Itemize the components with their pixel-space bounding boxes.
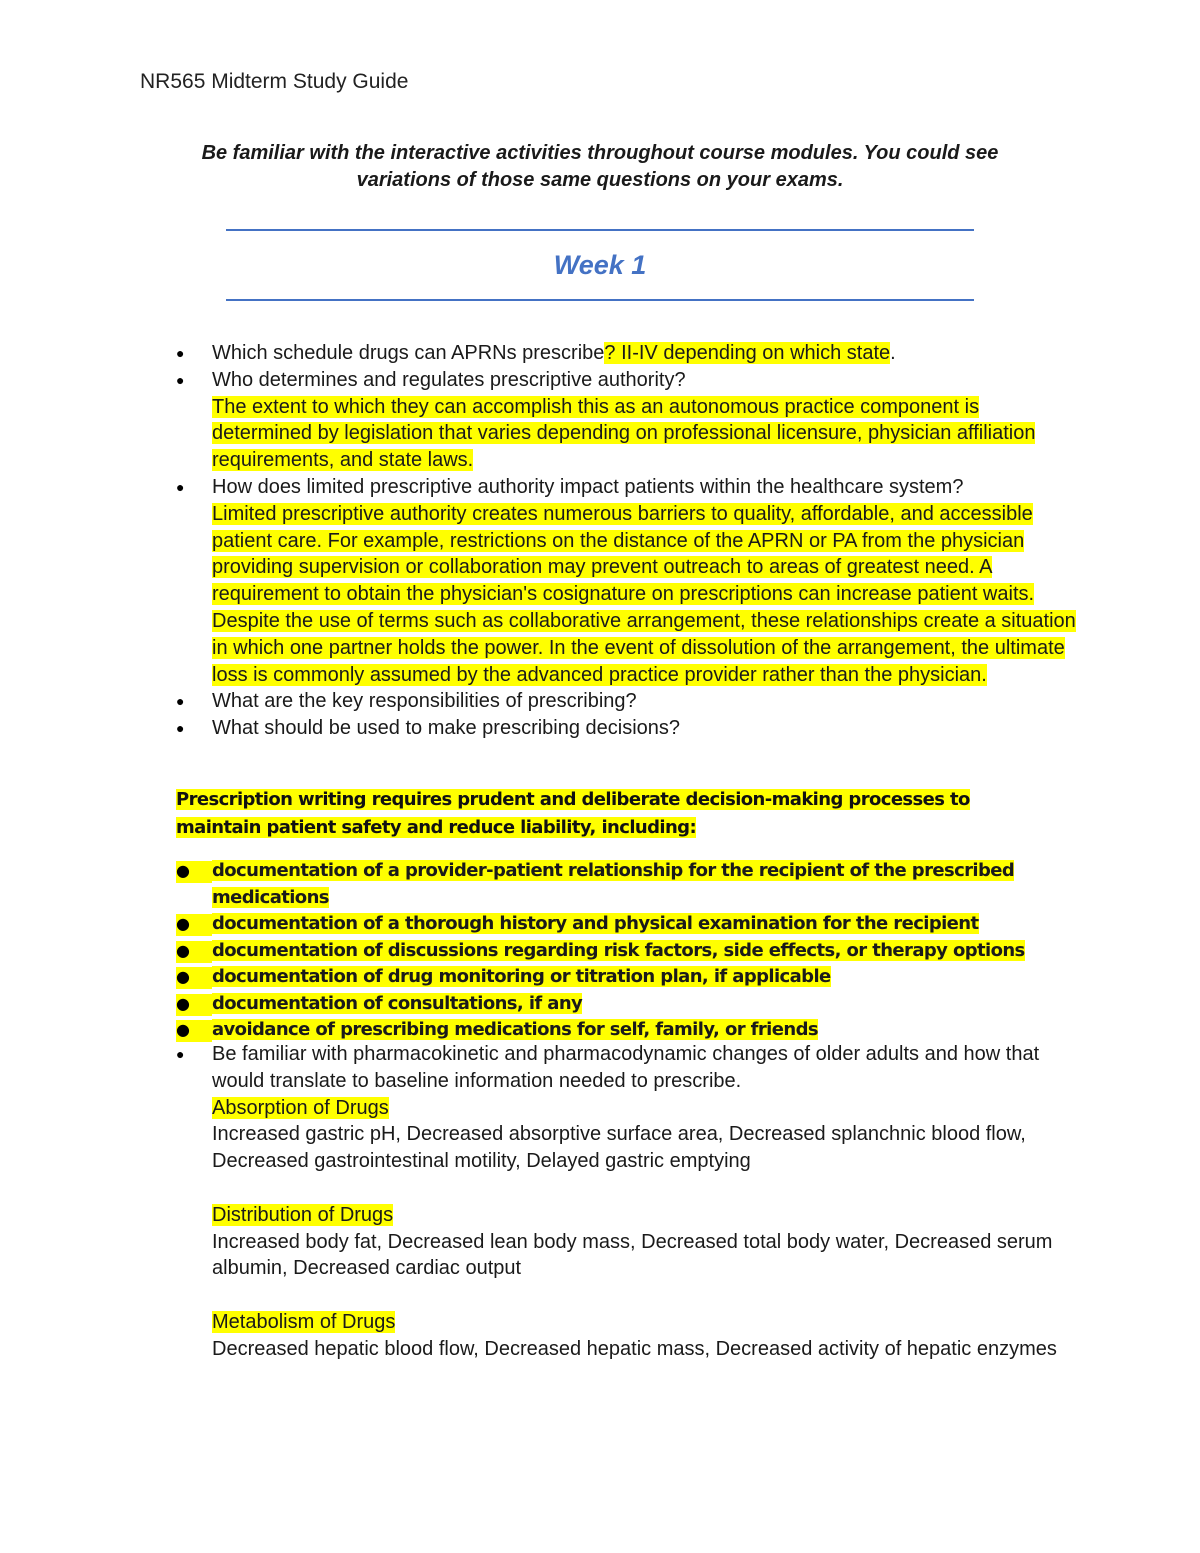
bullet-icon: ● — [176, 940, 190, 960]
question-text: How does limited prescriptive authority impact patients within the healthcare system? — [212, 475, 964, 498]
bullet-icon: ● — [176, 478, 185, 495]
list-item — [0, 474, 1200, 688]
section-heading: Absorption of Drugs — [212, 1096, 389, 1119]
list-item — [0, 715, 1200, 742]
pharm-intro: Be familiar with pharmacokinetic and pharmacodynamic changes of older adults and how that would translate to baseline information needed to prescribe. — [212, 1043, 1040, 1092]
section-body: Increased gastric pH, Decreased absorptive surface area, Decreased splanchnic blood flow, Decreased gastrointestinal motility, Delayed gastric emptying — [212, 1123, 1026, 1173]
answer-text: The extent to which they can accomplish this as an autonomous practice component is determined by legislation that varies depending on professional licensure, physician affiliation requirements, and state laws. — [212, 395, 1036, 472]
divider-top — [226, 229, 974, 231]
list-item — [0, 911, 1200, 938]
divider-bottom — [226, 299, 974, 301]
prescription-note — [176, 786, 1056, 842]
list-item — [0, 858, 1200, 911]
list-item — [0, 1041, 1200, 1363]
section-body: Increased body fat, Decreased lean body mass, Decreased total body water, Decreased serum albumin, Decreased cardiac output — [212, 1230, 1053, 1280]
bullet-icon: ● — [176, 993, 190, 1013]
answer-tail: . — [890, 342, 896, 364]
answer-text: Limited prescriptive authority creates numerous barriers to quality, affordable, and accessible patient care. For example, restrictions on the distance of the APRN or PA from the physician providing supervision or collaboration may prevent outreach to areas of greatest need. A requirement to obtain the physician's cosignature on prescriptions can increase patient waits. Despite the use of terms such as collaborative arrangement, these relationships create a situation in which one partner holds the power. In the event of dissolution of the arrangement, the ultimate loss is commonly assumed by the advanced practice provider rather than the physician. — [212, 502, 1076, 686]
list-item — [0, 688, 1200, 715]
section-body: Decreased hepatic blood flow, Decreased hepatic mass, Decreased activity of hepatic enzymes — [212, 1337, 1057, 1360]
spacer — [212, 1175, 1080, 1202]
document-header: NR565 Midterm Study Guide — [140, 70, 409, 93]
bullet-icon: ● — [176, 967, 190, 986]
pharmacology-list — [0, 1041, 1200, 1363]
intro-text — [150, 140, 1050, 194]
question-text: Which schedule drugs can APRNs prescribe — [212, 342, 605, 364]
documentation-item: documentation of a provider-patient relationship for the recipient of the prescribed medications — [212, 860, 1015, 908]
documentation-item: avoidance of prescribing medications for self, family, or friends — [212, 1019, 818, 1040]
bullet-icon: ● — [176, 861, 190, 880]
note-text: Prescription writing requires prudent and deliberate decision-making processes to maintain patient safety and reduce liability, including: — [176, 789, 970, 838]
question-text: What should be used to make prescribing decisions? — [212, 717, 681, 740]
intro-line-1: Be familiar with the interactive activities throughout course modules. You could see — [201, 142, 999, 164]
section-heading: Distribution of Drugs — [212, 1203, 394, 1226]
list-item — [0, 938, 1200, 965]
spacer — [212, 1282, 1080, 1309]
list-item — [0, 1017, 1200, 1044]
documentation-list — [0, 858, 1200, 1044]
documentation-item: documentation of drug monitoring or titration plan, if applicable — [212, 966, 831, 987]
bullet-icon: ● — [176, 914, 190, 933]
bullet-icon: ● — [176, 1020, 190, 1039]
documentation-item: documentation of discussions regarding risk factors, side effects, or therapy options — [212, 939, 1025, 961]
question-text: What are the key responsibilities of prescribing? — [212, 690, 637, 713]
documentation-item: documentation of a thorough history and physical examination for the recipient — [212, 913, 979, 934]
bullet-icon: ● — [176, 720, 185, 737]
intro-line-2: variations of those same questions on your exams. — [356, 169, 844, 191]
list-item — [0, 964, 1200, 991]
section-heading: Metabolism of Drugs — [212, 1310, 396, 1333]
bullet-icon: ● — [176, 345, 185, 361]
list-item — [0, 991, 1200, 1018]
list-item — [0, 367, 1200, 474]
answer-text: ? II-IV depending on which state — [604, 342, 891, 364]
bullet-icon: ● — [176, 371, 185, 388]
week-heading: Week 1 — [553, 250, 647, 280]
bullet-icon: ● — [176, 693, 185, 710]
question-list — [0, 340, 1200, 742]
documentation-item: documentation of consultations, if any — [212, 992, 583, 1014]
question-text: Who determines and regulates prescriptive authority? — [212, 368, 686, 391]
list-item — [0, 340, 1200, 367]
bullet-icon: ● — [176, 1046, 185, 1062]
